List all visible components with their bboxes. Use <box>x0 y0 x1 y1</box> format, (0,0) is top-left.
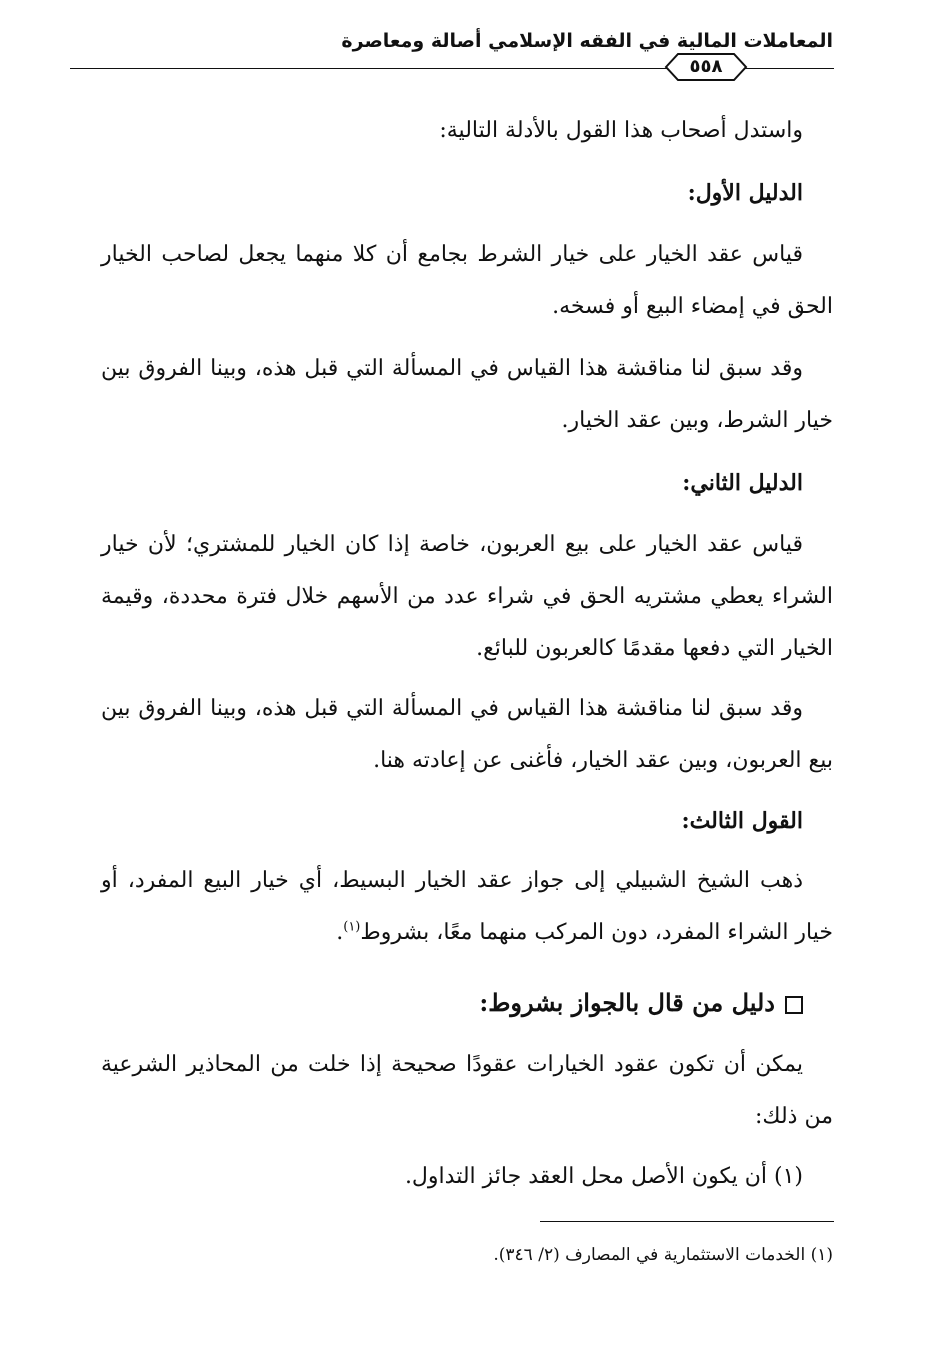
paragraph-third-opinion <box>101 855 833 959</box>
third-opinion-text: ذهب الشيخ الشبيلي إلى جواز عقد الخيار البسيط، أي خيار البيع المفرد، أو خيار الشراء المفرد، دون المركب منهما معًا، بشروط <box>101 868 833 945</box>
paragraph-second-discussion: وقد سبق لنا مناقشة هذا القياس في المسألة التي قبل هذه، وبينا الفروق بين بيع العربون، وبين عقد الخيار، فأغنى عن إعادته هنا. <box>101 696 833 773</box>
third-opinion-end: . <box>336 920 344 945</box>
heading-conditional-evidence-text: دليل من قال بالجواز بشروط: <box>479 988 775 1017</box>
paragraph-second-evidence: قياس عقد الخيار على بيع العربون، خاصة إذا كان الخيار للمشتري؛ لأن خيار الشراء يعطي مشتريه الحق في شراء عدد من الأسهم خلال فترة محددة، وقيمة الخيار التي دفعها مقدمًا كالعربون للبائع. <box>101 532 833 661</box>
heading-first-evidence: الدليل الأول: <box>687 180 803 206</box>
footnote-reference[interactable]: (١) <box>343 919 361 935</box>
square-box-icon <box>785 996 803 1014</box>
heading-third-opinion: القول الثالث: <box>681 808 803 834</box>
running-header-title: المعاملات المالية في الفقه الإسلامي أصالة ومعاصرة <box>341 30 833 52</box>
paragraph-conditions-intro: يمكن أن تكون عقود الخيارات عقودًا صحيحة إذا خلت من المحاذير الشرعية من ذلك: <box>101 1052 833 1129</box>
footnote: (١) الخدمات الاستثمارية في المصارف (٢/ ٣٤٦). <box>493 1245 833 1265</box>
paragraph-first-discussion: وقد سبق لنا مناقشة هذا القياس في المسألة التي قبل هذه، وبينا الفروق بين خيار الشرط، وبين عقد الخيار. <box>101 356 833 433</box>
heading-conditional-evidence <box>101 977 833 1029</box>
intro-paragraph: واستدل أصحاب هذا القول بالأدلة التالية: <box>439 118 803 143</box>
condition-item-1: (١) أن يكون الأصل محل العقد جائز التداول. <box>404 1164 803 1189</box>
paragraph-first-evidence: قياس عقد الخيار على خيار الشرط بجامع أن كلا منهما يجعل لصاحب الخيار الحق في إمضاء البيع أو فسخه. <box>101 242 833 319</box>
page-number: ٥٥٨ <box>689 56 723 77</box>
heading-second-evidence: الدليل الثاني: <box>682 470 803 496</box>
page-number-badge <box>664 51 748 83</box>
footnote-separator <box>540 1221 834 1222</box>
